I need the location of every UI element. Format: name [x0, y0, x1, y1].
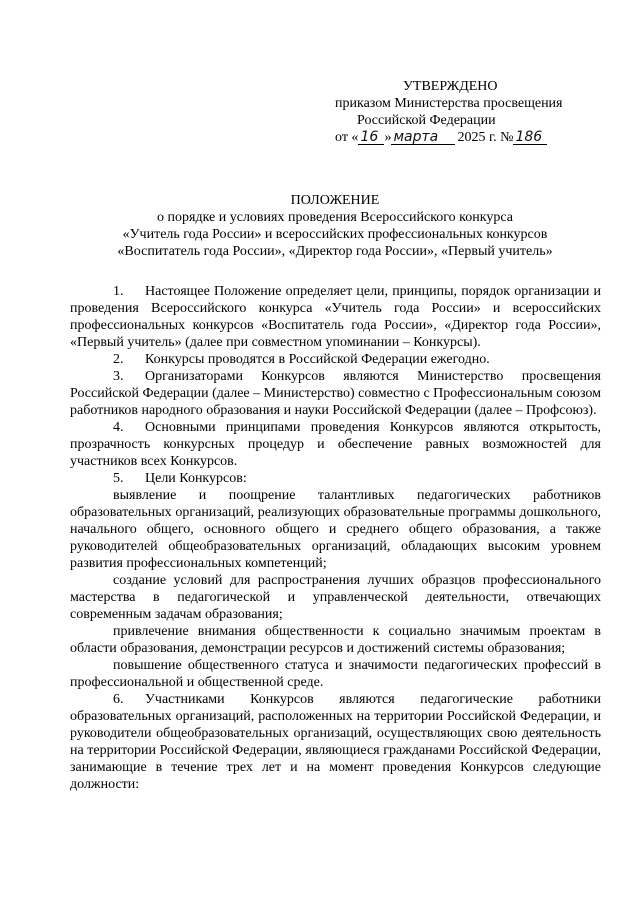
title-line-3: «Воспитатель года России», «Директор года России», «Первый учитель» [117, 244, 553, 259]
paragraph-2 [70, 351, 601, 368]
handwritten-month: марта [391, 130, 455, 145]
paragraph-number: 5. [113, 471, 124, 486]
goal-text: повышение общественного статуса и значимости педагогических профессий в профессиональной и общественной среде. [70, 658, 601, 690]
paragraph-3 [70, 368, 601, 419]
paragraph-text: Организаторами Конкурсов являются Министерство просвещения Российской Федерации (далее – Министерство) совместно с Профессиональным союзом работников народного образования и науки Российской Федерации (далее – Профсоюз). [70, 369, 602, 418]
paragraph-5 [70, 470, 601, 487]
goal-item-1 [70, 487, 601, 572]
goal-text: создание условий для распространения лучших образцов профессионального мастерства в педагогической и управленческой деятельности, отвечающих современным задачам образования; [70, 573, 601, 622]
paragraph-6 [70, 691, 601, 793]
goal-item-2 [70, 572, 601, 623]
handwritten-order-number: 186 [513, 130, 547, 145]
paragraph-number: 6. [113, 692, 124, 707]
paragraph-text: Основными принципами проведения Конкурсов являются открытость, прозрачность конкурсных процедур и обеспечение равных возможностей для участников всех Конкурсов. [70, 420, 601, 469]
goal-text: выявление и поощрение талантливых педагогических работников образовательных организаций, реализующих образовательные программы дошкольного, начального общего, основного общего и среднего общего образования, а также руководителей общеобразовательных организаций, обладающих высоким уровнем развития профессиональных компетенций; [70, 488, 601, 571]
title-line-1: о порядке и условиях проведения Всероссийского конкурса [157, 210, 513, 225]
approval-line-federation: Российской Федерации [357, 113, 496, 128]
paragraph-number: 1. [113, 284, 124, 299]
title-line-2: «Учитель года России» и всероссийских профессиональных конкурсов [122, 227, 548, 242]
goal-item-3 [70, 623, 601, 657]
document-title [70, 192, 600, 260]
paragraph-number: 4. [113, 420, 124, 435]
date-prefix: от « [335, 130, 359, 145]
goal-item-4 [70, 657, 601, 691]
paragraph-4 [70, 419, 601, 470]
paragraph-number: 3. [113, 369, 124, 384]
approval-line-ministry: приказом Министерства просвещения [335, 96, 563, 111]
approval-date-line [335, 129, 595, 146]
paragraph-text: Участниками Конкурсов являются педагогические работники образовательных организаций, расположенных на территории Российской Федерации, и руководители общеобразовательных организаций, осуществляющих свою деятельность на территории Российской Федерации, являющиеся гражданами Российской Федерации, занимающие в течение трех лет и на момент проведения Конкурсов следующие должности: [70, 692, 601, 792]
paragraph-number: 2. [113, 352, 124, 367]
paragraph-text: Конкурсы проводятся в Российской Федерации ежегодно. [145, 352, 490, 367]
handwritten-day: 16 [358, 130, 384, 145]
date-year: 2025 г. № [457, 130, 514, 145]
document-body [70, 283, 601, 793]
date-sep: » [384, 130, 392, 145]
paragraph-text: Настоящее Положение определяет цели, принципы, порядок организации и проведения Всероссийского конкурса «Учитель года России» и всероссийских профессиональных конкурсов «Воспитатель года России», «Директор года России», «Первый учитель» (далее при совместном упоминании – Конкурсы). [70, 284, 601, 350]
paragraph-text: Цели Конкурсов: [145, 471, 247, 486]
title-heading: ПОЛОЖЕНИЕ [290, 193, 380, 208]
goal-text: привлечение внимания общественности к социально значимым проектам в области образования, демонстрации ресурсов и достижений системы образования; [70, 624, 601, 656]
approval-block [335, 78, 595, 146]
paragraph-1 [70, 283, 601, 351]
approval-title: УТВЕРЖДЕНО [403, 79, 498, 94]
